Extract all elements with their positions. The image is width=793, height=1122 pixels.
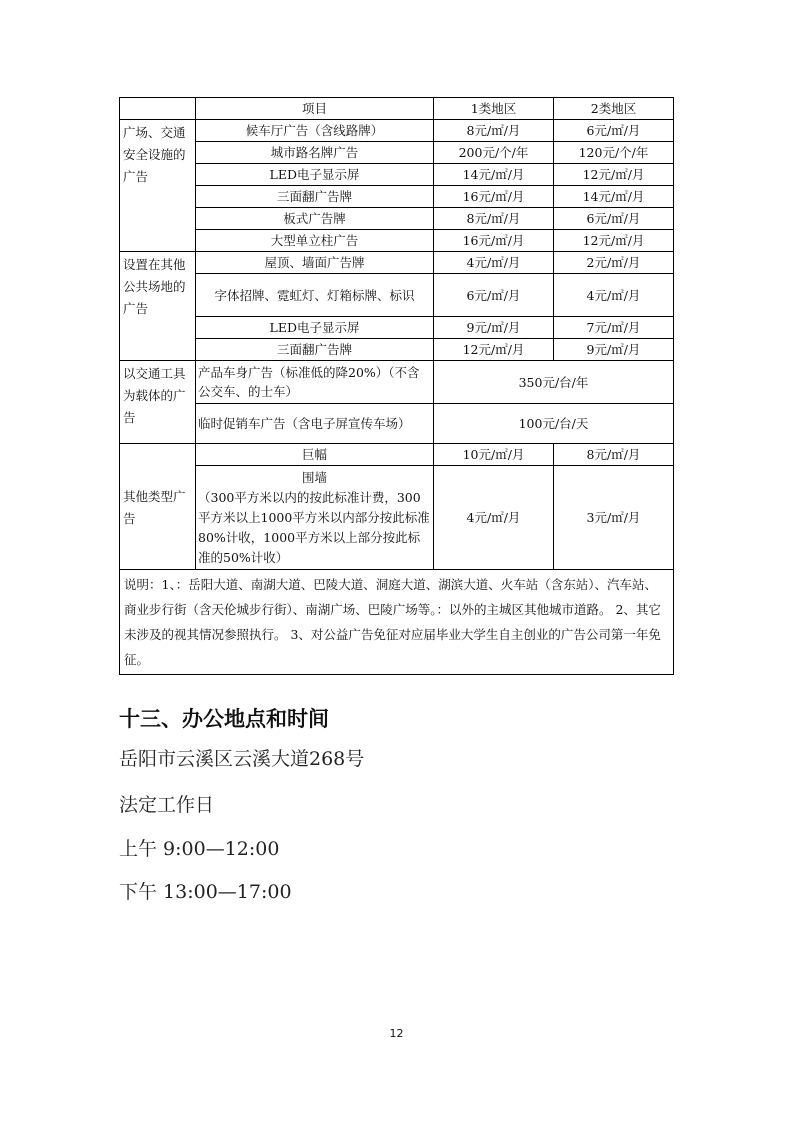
item-cell: 屋顶、墙面广告牌 [196, 252, 434, 274]
item-cell: 临时促销车广告（含电子屏宣传车场） [196, 404, 434, 444]
wall-item-title: 围墙 [301, 469, 327, 485]
morning-hours: 上午 9:00—12:00 [119, 838, 280, 860]
table-row [120, 120, 674, 142]
zone2-cell: 4元/㎡/月 [554, 274, 674, 317]
item-cell: 大型单立柱广告 [196, 230, 434, 252]
header-zone2: 2类地区 [554, 98, 674, 120]
zone2-cell: 14元/㎡/月 [554, 186, 674, 208]
table-row [120, 444, 674, 466]
table-row [120, 570, 674, 675]
zone2-cell: 12元/㎡/月 [554, 164, 674, 186]
zone2-cell: 3元/㎡/月 [554, 466, 674, 570]
zone1-cell: 14元/㎡/月 [434, 164, 554, 186]
header-zone1: 1类地区 [434, 98, 554, 120]
zone1-cell: 6元/㎡/月 [434, 274, 554, 317]
table-row [120, 186, 674, 208]
zone2-cell: 8元/㎡/月 [554, 444, 674, 466]
table-row [120, 317, 674, 339]
zone2-cell: 6元/㎡/月 [554, 120, 674, 142]
item-cell: LED电子显示屏 [196, 164, 434, 186]
category-label: 其他类型广告 [120, 444, 196, 570]
item-cell: 三面翻广告牌 [196, 186, 434, 208]
item-cell: LED电子显示屏 [196, 317, 434, 339]
item-cell: 巨幅 [196, 444, 434, 466]
category-label: 以交通工具为载体的广告 [120, 361, 196, 444]
zone1-cell: 8元/㎡/月 [434, 208, 554, 230]
table-row [120, 252, 674, 274]
item-cell: 字体招牌、霓虹灯、灯箱标牌、标识 [196, 274, 434, 317]
zone1-cell: 16元/㎡/月 [434, 186, 554, 208]
item-cell: 三面翻广告牌 [196, 339, 434, 361]
section-title: 十三、办公地点和时间 [119, 707, 329, 731]
table-row [120, 404, 674, 444]
zone2-cell: 12元/㎡/月 [554, 230, 674, 252]
price-cell: 100元/台/天 [434, 404, 674, 444]
zone1-cell: 200元/个/年 [434, 142, 554, 164]
zone2-cell: 2元/㎡/月 [554, 252, 674, 274]
table-row [120, 208, 674, 230]
zone2-cell: 6元/㎡/月 [554, 208, 674, 230]
zone1-cell: 10元/㎡/月 [434, 444, 554, 466]
table-row [120, 339, 674, 361]
zone1-cell: 4元/㎡/月 [434, 252, 554, 274]
price-cell: 350元/台/年 [434, 361, 674, 404]
zone1-cell: 12元/㎡/月 [434, 339, 554, 361]
zone1-cell: 4元/㎡/月 [434, 466, 554, 570]
category-label: 设置在其他公共场地的广告 [120, 252, 196, 361]
zone2-cell: 9元/㎡/月 [554, 339, 674, 361]
zone2-cell: 7元/㎡/月 [554, 317, 674, 339]
table-note: 说明：1、：岳阳大道、南湖大道、巴陵大道、洞庭大道、湖滨大道、火车站（含东站）、汽车站、商业步行街（含天伦城步行街）、南湖广场、巴陵广场等。：以外的主城区其他城市道路。 2、其它未涉及的视其情况参照执行。 3、对公益广告免征对应届毕业大学生自主创业的广告公司第一年免征。 [120, 570, 674, 675]
table-row [120, 274, 674, 317]
item-cell: 城市路名牌广告 [196, 142, 434, 164]
header-item: 项目 [196, 98, 434, 120]
working-days: 法定工作日 [119, 794, 215, 816]
item-cell: 产品车身广告（标准低的降20%）（不含公交车、的士车） [196, 361, 434, 404]
zone1-cell: 16元/㎡/月 [434, 230, 554, 252]
table-row [120, 230, 674, 252]
item-cell: 板式广告牌 [196, 208, 434, 230]
fee-table [119, 97, 674, 675]
office-address: 岳阳市云溪区云溪大道268号 [119, 748, 365, 770]
page-number: 12 [389, 1027, 404, 1040]
category-label: 广场、交通安全设施的广告 [120, 120, 196, 252]
table-row [120, 164, 674, 186]
table-row [120, 466, 674, 570]
table-row [120, 142, 674, 164]
header-empty-cell [120, 98, 196, 120]
item-cell: 候车厅广告（含线路牌） [196, 120, 434, 142]
wall-item-detail: （300平方米以内的按此标准计费，300平方米以上1000平方米以内部分按此标准80%计收，1000平方米以上部分按此标准的50%计收） [198, 489, 430, 565]
table-row [120, 361, 674, 404]
afternoon-hours: 下午 13:00—17:00 [119, 881, 292, 903]
zone2-cell: 120元/个/年 [554, 142, 674, 164]
table-row [120, 98, 674, 120]
zone1-cell: 8元/㎡/月 [434, 120, 554, 142]
item-cell [196, 466, 434, 570]
zone1-cell: 9元/㎡/月 [434, 317, 554, 339]
